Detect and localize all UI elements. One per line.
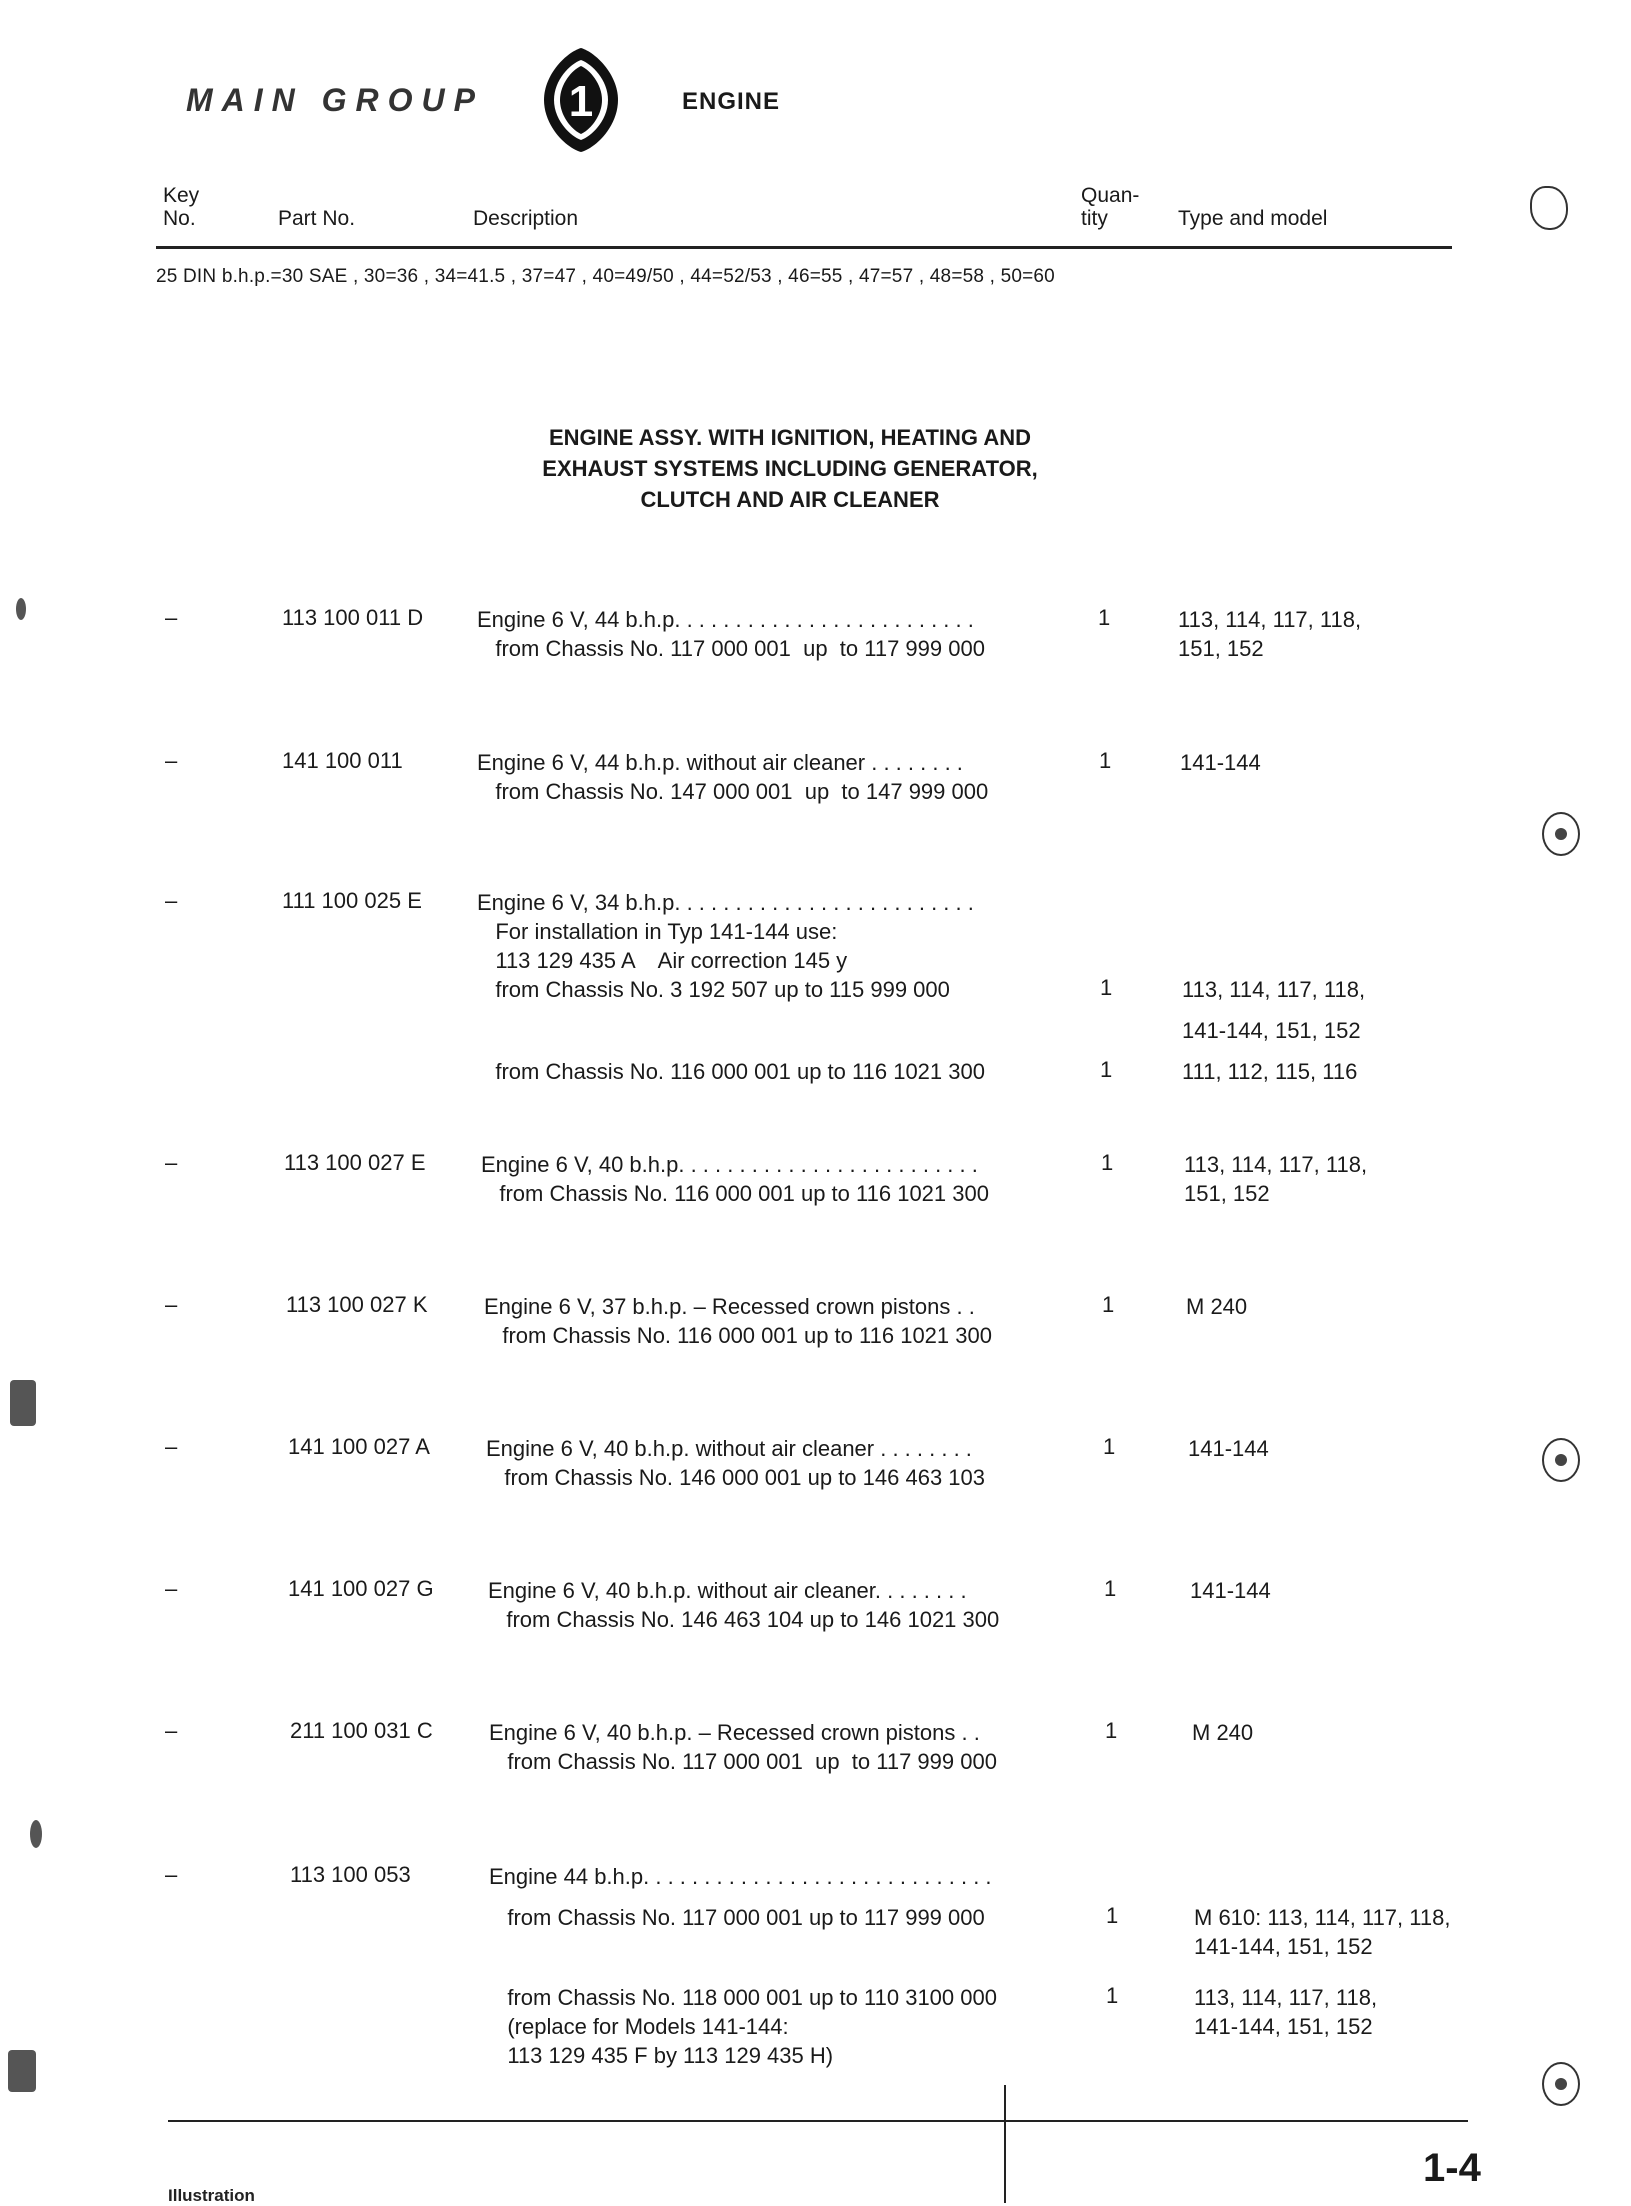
part-key-no: – <box>165 748 178 773</box>
col-quantity-line1: Quan- <box>1081 184 1140 207</box>
part-quantity: 1 <box>1100 975 1113 1000</box>
part-description-line: Engine 6 V, 37 b.h.p. – Recessed crown pistons . . <box>484 1294 975 1319</box>
part-type-model: 113, 114, 117, 118, <box>1182 977 1366 1002</box>
part-quantity: 1 <box>1104 1576 1117 1601</box>
header-rule <box>156 246 1452 249</box>
part-description-line: Engine 6 V, 40 b.h.p. . . . . . . . . . . . . . . . . . . . . . . . . <box>481 1152 978 1177</box>
part-quantity: 1 <box>1102 1292 1115 1317</box>
col-type-model: Type and model <box>1178 207 1328 230</box>
section-title-line2: EXHAUST SYSTEMS INCLUDING GENERATOR, <box>542 456 1038 481</box>
part-description-line: from Chassis No. 117 000 001 up to 117 999 000 <box>477 636 985 661</box>
part-description-line: Engine 6 V, 44 b.h.p. . . . . . . . . . . . . . . . . . . . . . . . . <box>477 607 974 632</box>
part-type-model: M 610: 113, 114, 117, 118, <box>1194 1905 1451 1930</box>
part-description-line: from Chassis No. 118 000 001 up to 110 3100 000 <box>489 1985 997 2010</box>
punch-hole <box>1542 812 1580 856</box>
part-description-line: Engine 44 b.h.p. . . . . . . . . . . . . . . . . . . . . . . . . . . . . <box>489 1864 992 1889</box>
part-number: 141 100 011 <box>282 748 403 773</box>
part-quantity: 1 <box>1098 605 1111 630</box>
part-number: 113 100 027 K <box>286 1292 428 1317</box>
group-badge-icon <box>540 44 622 156</box>
part-type-model: M 240 <box>1192 1720 1254 1745</box>
part-number: 113 100 053 <box>290 1862 411 1887</box>
col-description: Description <box>473 207 579 230</box>
part-number: 113 100 011 D <box>282 605 424 630</box>
section-title-line3: CLUTCH AND AIR CLEANER <box>640 487 940 512</box>
part-type-model: 113, 114, 117, 118, <box>1178 607 1362 632</box>
part-description-line: from Chassis No. 116 000 001 up to 116 1021 300 <box>477 1059 985 1084</box>
part-description-line: from Chassis No. 116 000 001 up to 116 1021 300 <box>484 1323 992 1348</box>
part-key-no: – <box>165 1576 178 1601</box>
part-description-line: Engine 6 V, 40 b.h.p. without air cleaner. . . . . . . . <box>488 1578 967 1603</box>
part-key-no: – <box>165 1862 178 1887</box>
part-type-model: 141-144 <box>1180 750 1261 775</box>
group-title: ENGINE <box>682 88 781 115</box>
part-description-line: Engine 6 V, 40 b.h.p. without air cleaner . . . . . . . . <box>486 1436 972 1461</box>
part-description-line: For installation in Typ 141-144 use: <box>477 919 838 944</box>
part-description-line: from Chassis No. 117 000 001 up to 117 999 000 <box>489 1905 985 1930</box>
group-number: 1 <box>568 77 594 126</box>
part-number: 141 100 027 G <box>288 1576 434 1601</box>
part-type-model: 141-144, 151, 152 <box>1194 1934 1373 1959</box>
part-description-line: Engine 6 V, 44 b.h.p. without air cleaner . . . . . . . . <box>477 750 963 775</box>
group-number-badge <box>540 44 622 156</box>
part-key-no: – <box>165 605 178 630</box>
part-quantity: 1 <box>1106 1983 1119 2008</box>
part-key-no: – <box>165 1150 178 1175</box>
part-type-model: 111, 112, 115, 116 <box>1182 1059 1358 1084</box>
part-description-line: Engine 6 V, 34 b.h.p. . . . . . . . . . . . . . . . . . . . . . . . . <box>477 890 974 915</box>
part-description-line: 113 129 435 F by 113 129 435 H) <box>489 2043 834 2068</box>
part-number: 111 100 025 E <box>282 888 422 913</box>
scan-speck <box>8 2050 36 2092</box>
scan-speck <box>10 1380 36 1426</box>
part-type-model: 113, 114, 117, 118, <box>1184 1152 1368 1177</box>
col-quantity <box>1081 184 1139 230</box>
part-type-model: 141-144 <box>1190 1578 1271 1603</box>
part-key-no: – <box>165 1434 178 1459</box>
part-description-line: from Chassis No. 3 192 507 up to 115 999 000 <box>477 977 950 1002</box>
part-description-line: from Chassis No. 146 000 001 up to 146 463 103 <box>486 1465 985 1490</box>
col-quantity-line2: tity <box>1081 207 1108 230</box>
footer-divider <box>1004 2085 1006 2203</box>
col-key-no-line2: No. <box>163 207 196 230</box>
part-quantity: 1 <box>1099 748 1112 773</box>
scan-speck <box>30 1820 42 1848</box>
part-number: 113 100 027 E <box>284 1150 426 1175</box>
part-quantity: 1 <box>1105 1718 1118 1743</box>
part-key-no: – <box>165 1292 178 1317</box>
part-key-no: – <box>165 888 178 913</box>
col-part-no: Part No. <box>278 207 356 230</box>
part-type-model: M 240 <box>1186 1294 1248 1319</box>
part-description-line: from Chassis No. 116 000 001 up to 116 1021 300 <box>481 1181 989 1206</box>
din-conversion-line: 25 DIN b.h.p.=30 SAE , 30=36 , 34=41.5 , 37=47 , 40=49/50 , 44=52/53 , 46=55 , 47=57 , 48=58 , 50=60 <box>156 266 1055 287</box>
part-number: 141 100 027 A <box>288 1434 430 1459</box>
part-number: 211 100 031 C <box>290 1718 433 1743</box>
part-type-model: 141-144 <box>1188 1436 1269 1461</box>
part-quantity: 1 <box>1103 1434 1116 1459</box>
punch-hole <box>1530 186 1568 230</box>
punch-hole <box>1542 2062 1580 2106</box>
punch-hole <box>1542 1438 1580 1482</box>
part-type-model: 141-144, 151, 152 <box>1194 2014 1373 2039</box>
part-quantity: 1 <box>1100 1057 1113 1082</box>
footer-illustration-label: Illustration <box>168 2186 255 2205</box>
part-type-model: 141-144, 151, 152 <box>1182 1018 1361 1043</box>
part-description-line: from Chassis No. 147 000 001 up to 147 999 000 <box>477 779 989 804</box>
part-type-model: 151, 152 <box>1184 1181 1270 1206</box>
section-title <box>440 422 1140 515</box>
part-quantity: 1 <box>1101 1150 1114 1175</box>
section-title-line1: ENGINE ASSY. WITH IGNITION, HEATING AND <box>549 425 1031 450</box>
part-description-line: from Chassis No. 117 000 001 up to 117 999 000 <box>489 1749 997 1774</box>
footer-rule <box>168 2120 1468 2122</box>
part-description-line: (replace for Models 141-144: <box>489 2014 789 2039</box>
col-key-no-line1: Key <box>163 184 200 207</box>
main-group-label: MAIN GROUP <box>186 82 484 118</box>
col-key-no <box>163 184 199 230</box>
part-description-line: 113 129 435 A Air correction 145 y <box>477 948 848 973</box>
part-description-line: from Chassis No. 146 463 104 up to 146 1021 300 <box>488 1607 1000 1632</box>
part-key-no: – <box>165 1718 178 1743</box>
page-number: 1-4 <box>1423 2146 1481 2190</box>
part-quantity: 1 <box>1106 1903 1119 1928</box>
scan-speck <box>16 598 26 620</box>
part-type-model: 113, 114, 117, 118, <box>1194 1985 1378 2010</box>
part-type-model: 151, 152 <box>1178 636 1264 661</box>
part-description-line: Engine 6 V, 40 b.h.p. – Recessed crown pistons . . <box>489 1720 980 1745</box>
